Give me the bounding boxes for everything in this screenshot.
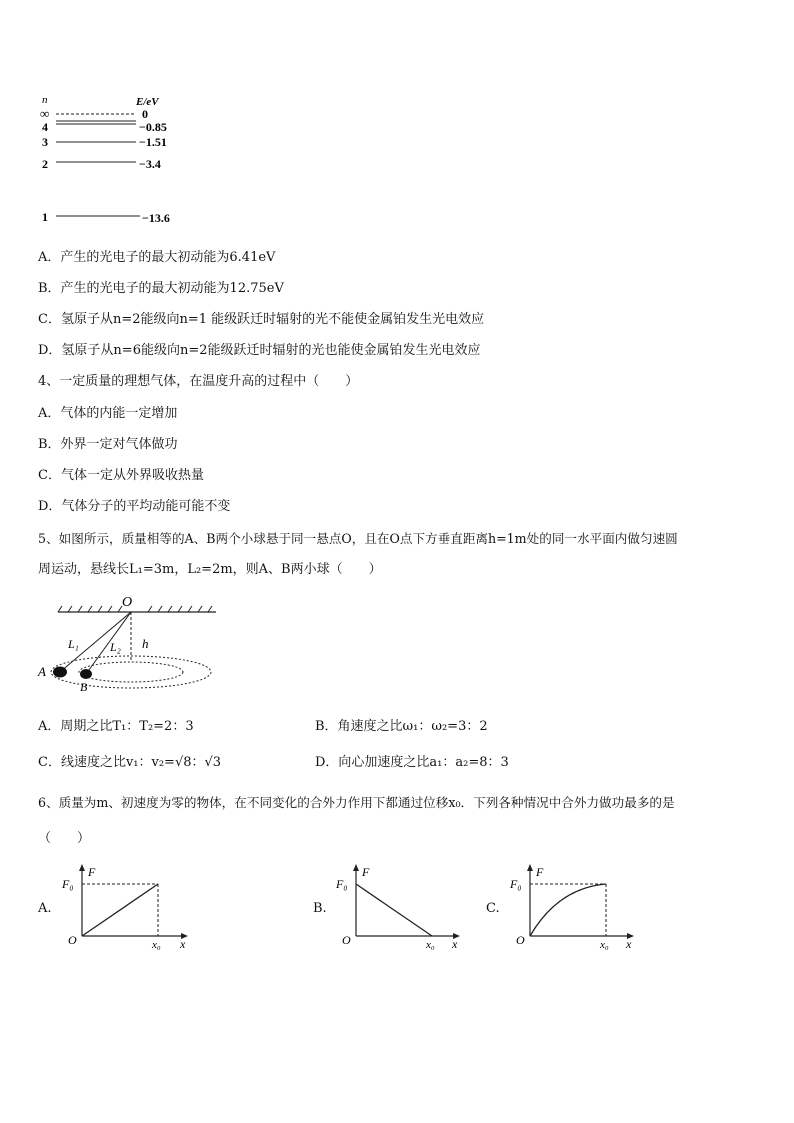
graph-c [506, 862, 646, 952]
h-label: h [142, 636, 149, 651]
q4-option-d: D．气体分子的平均动能可能不变 [38, 499, 231, 514]
ceiling-hatching [58, 606, 212, 612]
origin-label: O [342, 933, 351, 947]
x-label: x [452, 937, 458, 951]
y-arrow [353, 864, 359, 871]
level-n-inf: ∞ [40, 106, 50, 121]
string-l2 [86, 612, 131, 674]
level-e-inf: 0 [142, 107, 148, 121]
x0-label: x₀ [426, 939, 435, 951]
q5-option-a: A．周期之比T₁：T₂=2：3 [38, 719, 194, 734]
point-o-label: O [122, 595, 133, 610]
level-n-4: 4 [42, 120, 48, 134]
q5-option-c: C．线速度之比v₁：v₂=√8：√3 [38, 755, 222, 770]
q3-option-b: B．产生的光电子的最大初动能为12.75eV [38, 281, 284, 296]
q3-option-c: C．氢原子从n=2能级向n=1 能级跃迁时辐射的光不能使金属铂发生光电效应 [38, 312, 485, 327]
ball-b-label: B [80, 680, 88, 694]
level-e-3: −1.51 [139, 135, 167, 149]
level-e-4: −0.85 [139, 120, 167, 134]
q4-option-b: B．外界一定对气体做功 [38, 437, 178, 452]
q5-stem-line2: 周运动，悬线长L₁=3m，L₂=2m，则A、B两小球（ ） [38, 562, 382, 577]
energy-level-diagram [36, 92, 196, 232]
x-label: x [626, 937, 632, 951]
q5-option-b: B．角速度之比ω₁：ω₂=3：2 [315, 719, 488, 734]
f-label: F [536, 865, 544, 879]
x0-label: x₀ [600, 939, 609, 951]
level-n-2: 2 [42, 157, 48, 171]
level-e-2: −3.4 [139, 157, 161, 171]
force-curve [82, 884, 158, 936]
f0-label: F₀ [62, 877, 74, 891]
level-n-3: 3 [42, 135, 48, 149]
q4-stem: 4、一定质量的理想气体，在温度升高的过程中（ ） [38, 374, 359, 389]
f0-label: F₀ [510, 877, 522, 891]
l1-label: L₁ [68, 637, 79, 651]
q3-option-d: D．氢原子从n=6能级向n=2能级跃迁时辐射的光也能使金属铂发生光电效应 [38, 343, 481, 358]
orbit-a [51, 656, 211, 688]
level-e-1: −13.6 [142, 211, 170, 225]
graph-c-label: C. [486, 901, 500, 916]
x-label: x [180, 937, 186, 951]
n-axis-label: n [42, 94, 48, 106]
graph-b-label: B. [313, 901, 327, 916]
ball-a-label: A [38, 664, 46, 679]
pendulum-figure [36, 590, 226, 695]
f0-label: F₀ [336, 877, 348, 891]
graph-a [58, 862, 198, 952]
q5-option-d: D．向心加速度之比a₁：a₂=8：3 [315, 755, 509, 770]
q4-option-c: C．气体一定从外界吸收热量 [38, 468, 204, 483]
e-axis-label: E/eV [136, 96, 159, 108]
force-curve [356, 884, 432, 936]
level-n-1: 1 [42, 210, 48, 224]
q3-option-a: A．产生的光电子的最大初动能为6.41eV [38, 250, 276, 265]
origin-label: O [516, 933, 525, 947]
q6-stem-line2: （ ） [38, 831, 91, 846]
f-label: F [362, 865, 370, 879]
x0-label: x₀ [152, 939, 161, 951]
graph-a-label: A. [38, 901, 52, 916]
q4-option-a: A．气体的内能一定增加 [38, 406, 178, 421]
graph-b [332, 862, 472, 952]
l2-label: L₂ [110, 640, 121, 654]
q5-stem-line1: 5、如图所示，质量相等的A、B两个小球悬于同一悬点O，且在O点下方垂直距离h=1m处的同一水平面内做匀速圆 [38, 531, 678, 546]
ball-a [53, 667, 67, 678]
ball-b [80, 669, 92, 679]
q6-stem-line1: 6、质量为m、初速度为零的物体，在不同变化的合外力作用下都通过位移x₀．下列各种情况中合外力做功最多的是 [38, 795, 675, 810]
y-arrow [79, 864, 85, 871]
y-arrow [527, 864, 533, 871]
orbit-b [79, 662, 183, 682]
force-curve [530, 884, 606, 936]
f-label: F [88, 865, 96, 879]
origin-label: O [68, 933, 77, 947]
